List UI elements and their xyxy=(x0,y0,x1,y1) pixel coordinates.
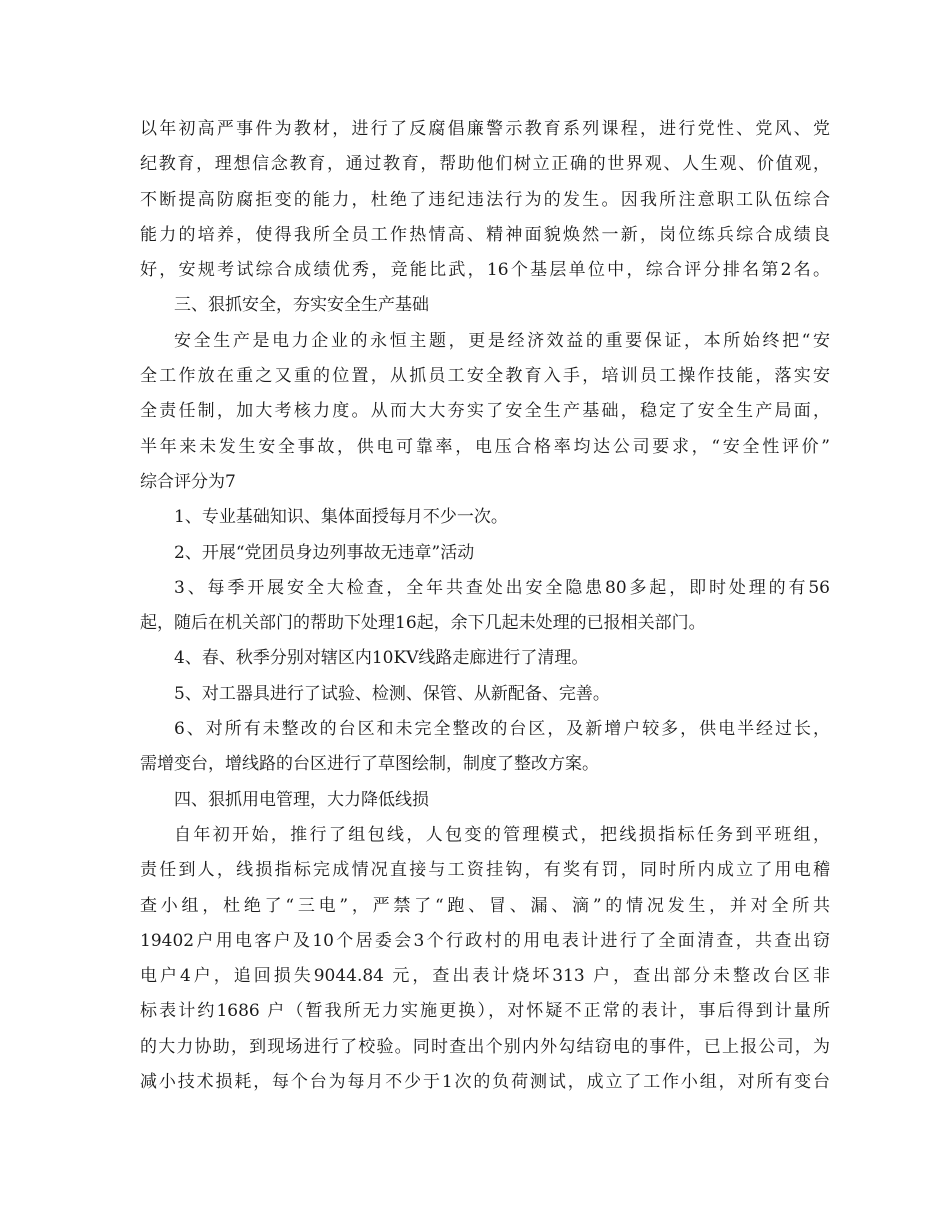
list-item: 2、开展“党团员身边列事故无违章”活动 xyxy=(174,542,475,563)
paragraph-line: 半年来未发生安全事故，供电可靠率，电压合格率均达公司要求，“安全性评价” xyxy=(140,436,830,457)
paragraph-line: 全责任制，加大考核力度。从而大大夯实了安全生产基础，稳定了安全生产局面， xyxy=(140,401,830,422)
paragraph-line: 自年初开始，推行了组包线，人包变的管理模式，把线损指标任务到平班组， xyxy=(174,824,830,845)
list-item-continuation: 起，随后在机关部门的帮助下处理16起，余下几起未处理的已报相关部门。 xyxy=(140,613,706,634)
list-item: 6、对所有未整改的台区和未完全整改的台区，及新增户较多，供电半经过长， xyxy=(174,719,830,740)
paragraph-line: 不断提高防腐拒变的能力，杜绝了违纪违法行为的发生。因我所注意职工队伍综合 xyxy=(140,189,830,210)
list-item: 5、对工器具进行了试验、检测、保管、从新配备、完善。 xyxy=(174,683,610,704)
list-item: 3、每季开展安全大检查，全年共查处出安全隐患80多起，即时处理的有56 xyxy=(174,577,830,598)
section-heading: 三、狠抓安全，夯实安全生产基础 xyxy=(174,295,429,316)
paragraph-line: 全工作放在重之又重的位置，从抓员工安全教育入手，培训员工操作技能，落实安 xyxy=(140,366,830,387)
list-item: 4、春、秋季分别对辖区内10KV线路走廊进行了清理。 xyxy=(174,648,589,669)
paragraph-line: 责任到人，线损指标完成情况直接与工资挂钩，有奖有罚，同时所内成立了用电稽 xyxy=(140,860,830,881)
paragraph-line: 查小组，杜绝了“三电”，严禁了“跑、冒、漏、滴”的情况发生，并对全所共 xyxy=(140,895,830,916)
paragraph-line: 纪教育，理想信念教育，通过教育，帮助他们树立正确的世界观、人生观、价值观， xyxy=(140,154,830,175)
paragraph-line: 电户4户，追回损失9044.84 元，查出表计烧坏313 户，查出部分未整改台区非 xyxy=(140,966,830,987)
paragraph-line: 以年初高严事件为教材，进行了反腐倡廉警示教育系列课程，进行党性、党风、党 xyxy=(140,119,830,139)
paragraph-line: 能力的培养，使得我所全员工作热情高、精神面貌焕然一新，岗位练兵综合成绩良 xyxy=(140,224,830,245)
paragraph-line: 好，安规考试综合成绩优秀，竞能比武，16个基层单位中，综合评分排名第2名。 xyxy=(140,260,830,281)
list-item: 1、专业基础知识、集体面授每月不少一次。 xyxy=(174,507,508,528)
section-heading: 四、狠抓用电管理，大力降低线损 xyxy=(174,789,429,810)
paragraph-line: 的大力协助，到现场进行了校验。同时查出个别内外勾结窃电的事件，已上报公司，为 xyxy=(140,1036,830,1057)
paragraph-line: 减小技术损耗，每个台为每月不少于1次的负荷测试，成立了工作小组，对所有变台 xyxy=(140,1072,830,1093)
list-item-continuation: 需增变台，增线路的台区进行了草图绘制，制度了整改方案。 xyxy=(140,754,599,775)
paragraph-line: 综合评分为7 xyxy=(140,471,236,492)
paragraph-line: 安全生产是电力企业的永恒主题，更是经济效益的重要保证，本所始终把“安 xyxy=(174,330,830,351)
paragraph-line: 19402户用电客户及10个居委会3个行政村的用电表计进行了全面清查，共查出窃 xyxy=(140,930,830,951)
document-page xyxy=(140,112,830,1100)
paragraph-line: 标表计约1686 户（暂我所无力实施更换），对怀疑不正常的表计，事后得到计量所 xyxy=(140,1001,830,1022)
